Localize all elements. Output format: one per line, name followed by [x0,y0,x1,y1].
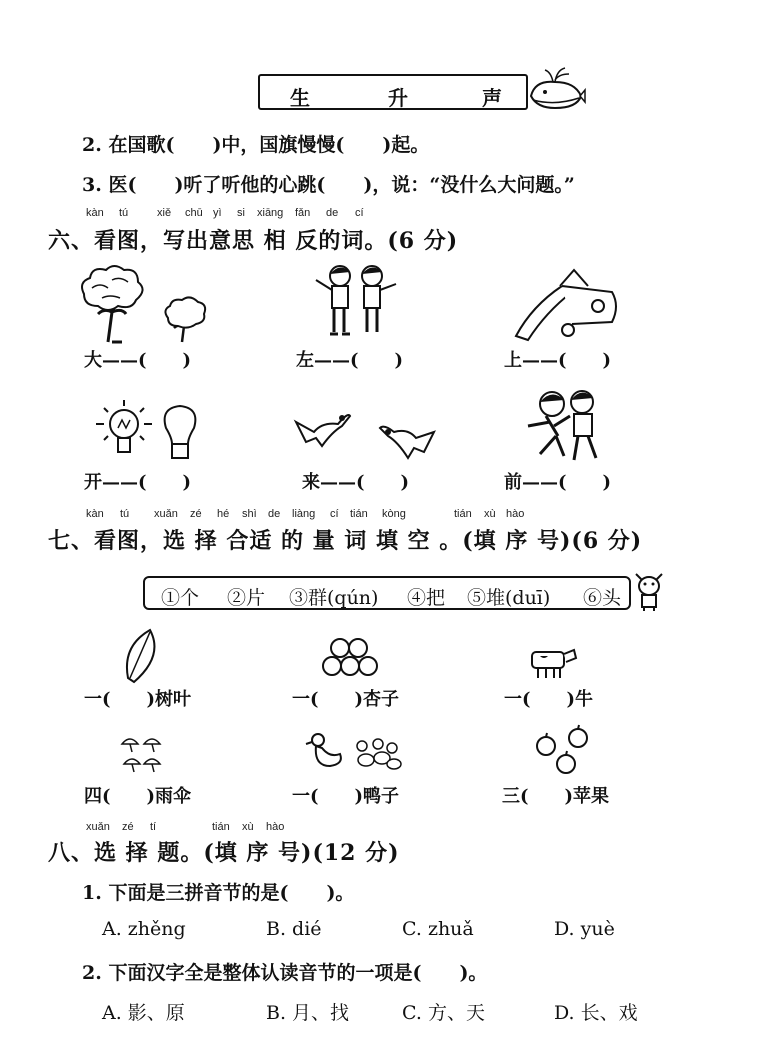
trees-icon [78,264,212,344]
choice-question-1: 1. 下面是三拼音节的是( )。 [82,882,355,904]
header-char-3: 声 [482,86,502,110]
option-5: ⑤堆(duī) [467,587,551,609]
section7-title: 七、看图，选 择 合适 的 量 词 填 空 。(填 序 号)(6 分) [48,528,643,554]
option-1: ①个 [161,587,200,609]
light-bulb-icon [90,398,210,470]
choice-q2-option-b: B. 月、找 [266,1002,350,1024]
fill-item-3: 3. 医( )听了听他的心跳( )，说：“没什么大问题。” [82,174,575,196]
measure-item-cow: 一( )牛 [504,689,594,710]
apricots-icon [322,636,382,682]
slide-icon [512,266,622,344]
birds-icon [292,402,438,468]
antonym-item-kai: 开——( ) [84,472,192,493]
choice-q2-option-a: A. 影、原 [102,1002,185,1024]
measure-item-apple: 三( )苹果 [502,786,610,807]
leaf-icon [120,626,164,684]
choice-q2-option-c: C. 方、天 [402,1002,485,1024]
fill-item-2: 2. 在国歌( )中，国旗慢慢( )起。 [82,134,430,156]
option-3: ③群(qún) [289,587,379,609]
boys-pointing-icon [312,262,402,344]
choice-q2-option-d: D. 长、戏 [554,1002,638,1024]
whale-icon [525,66,587,112]
ducks-icon [306,728,402,778]
choice-question-2: 2. 下面汉字全是整体认读音节的一项是( )。 [82,962,488,984]
umbrellas-icon [120,734,166,776]
header-char-1: 生 [290,86,310,110]
measure-item-duck: 一( )鸭子 [292,786,400,807]
choice-q1-option-a: A. zhěng [102,918,186,940]
antonym-item-zuo: 左——( ) [296,350,404,371]
header-word-box [258,74,528,110]
measure-item-leaf: 一( )树叶 [84,689,192,710]
option-4: ④把 [407,587,446,609]
cow-head-icon [632,568,666,612]
kids-running-icon [520,386,610,466]
cow-icon [526,644,580,680]
antonym-item-qian: 前——( ) [504,472,612,493]
measure-word-options-box [143,576,631,610]
antonym-item-da: 大——( ) [84,350,192,371]
choice-q1-option-b: B. dié [266,918,322,940]
apples-icon [534,724,594,778]
measure-item-apricot: 一( )杏子 [292,689,400,710]
section6-title: 六、看图，写出意思 相 反的词。(6 分) [48,228,459,254]
option-2: ②片 [227,587,266,609]
choice-q1-option-d: D. yuè [554,918,615,940]
antonym-item-shang: 上——( ) [504,350,612,371]
section8-title: 八、选 择 题。(填 序 号)(12 分) [48,840,400,866]
choice-q1-option-c: C. zhuǎ [402,918,474,940]
header-char-2: 升 [388,86,408,110]
measure-item-umbrella: 四( )雨伞 [84,786,192,807]
option-6: ⑥头 [583,587,622,609]
antonym-item-lai: 来——( ) [302,472,410,493]
